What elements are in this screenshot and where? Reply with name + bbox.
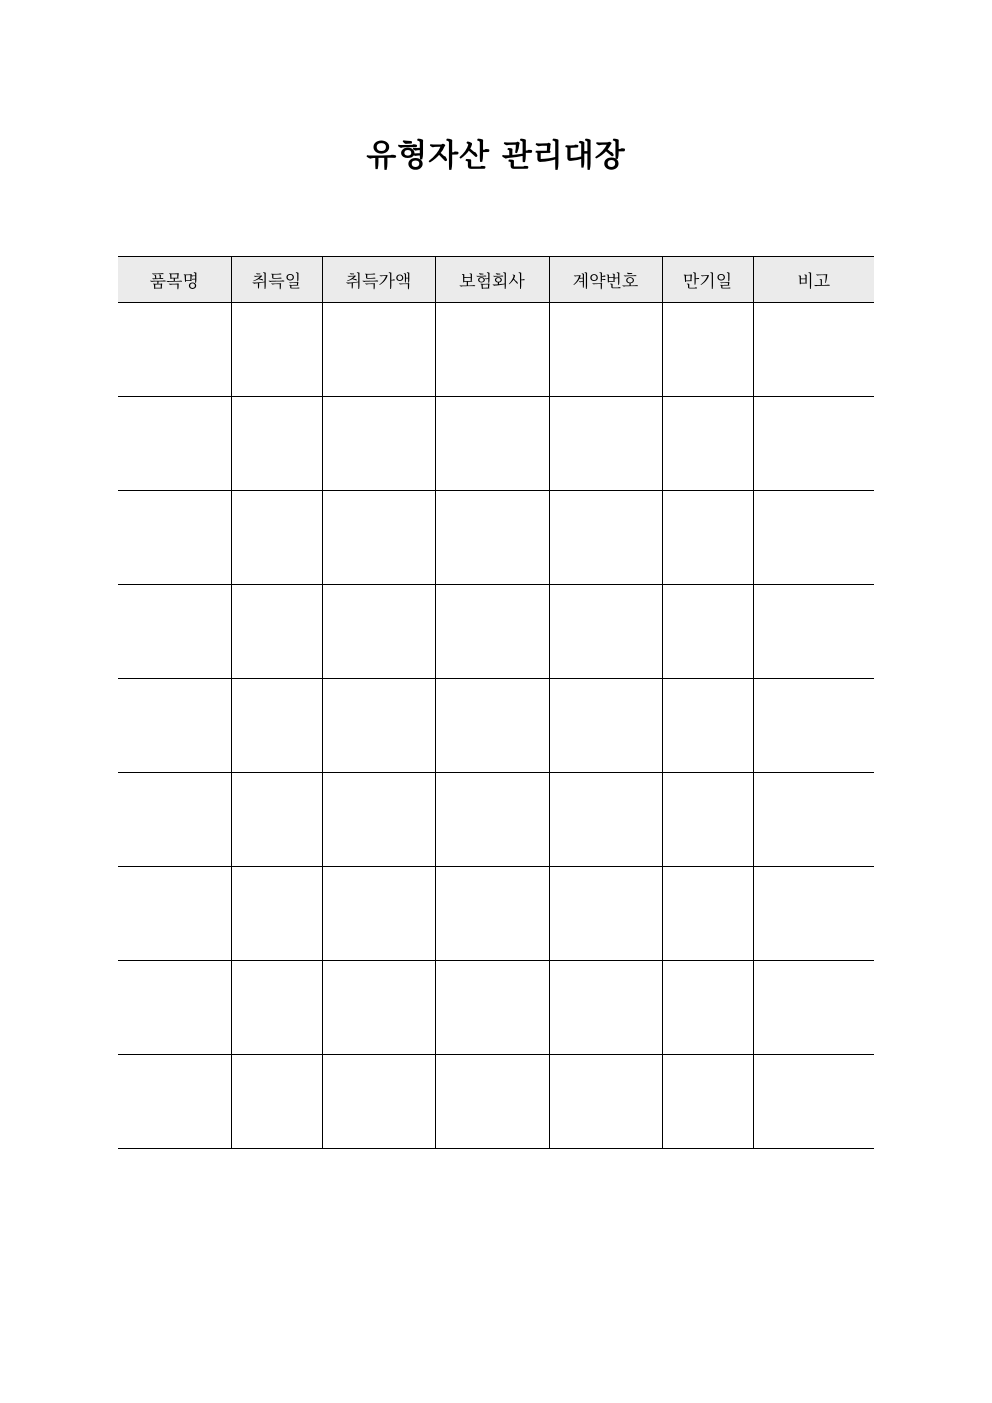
table-cell-contract-number <box>549 679 662 773</box>
table-cell-acquisition-date <box>231 961 322 1055</box>
asset-ledger-table <box>118 256 874 1149</box>
table-cell-expiry-date <box>662 585 753 679</box>
table-cell-item-name <box>118 1055 231 1149</box>
table-row <box>118 679 874 773</box>
table-cell-expiry-date <box>662 1055 753 1149</box>
table-header-row <box>118 257 874 303</box>
column-header-contract-number: 계약번호 <box>549 257 662 303</box>
table-cell-acquisition-date <box>231 397 322 491</box>
column-header-expiry-date: 만기일 <box>662 257 753 303</box>
table-cell-remarks <box>753 585 874 679</box>
table-cell-acquisition-cost <box>322 773 435 867</box>
table-cell-item-name <box>118 773 231 867</box>
table-cell-remarks <box>753 679 874 773</box>
table-cell-expiry-date <box>662 679 753 773</box>
table-cell-insurance-company <box>435 679 549 773</box>
table-cell-item-name <box>118 679 231 773</box>
table-cell-remarks <box>753 303 874 397</box>
table-row <box>118 773 874 867</box>
table-cell-acquisition-date <box>231 585 322 679</box>
table-cell-remarks <box>753 773 874 867</box>
table-cell-acquisition-cost <box>322 585 435 679</box>
column-header-insurance-company: 보험회사 <box>435 257 549 303</box>
table-cell-acquisition-cost <box>322 491 435 585</box>
table-cell-acquisition-date <box>231 679 322 773</box>
table-cell-item-name <box>118 867 231 961</box>
table-cell-item-name <box>118 585 231 679</box>
table-cell-acquisition-date <box>231 303 322 397</box>
table-cell-remarks <box>753 397 874 491</box>
table-cell-insurance-company <box>435 961 549 1055</box>
column-header-remarks: 비고 <box>753 257 874 303</box>
table-cell-insurance-company <box>435 303 549 397</box>
table-cell-acquisition-date <box>231 773 322 867</box>
table-cell-insurance-company <box>435 867 549 961</box>
table-cell-insurance-company <box>435 773 549 867</box>
column-header-acquisition-cost: 취득가액 <box>322 257 435 303</box>
table-body <box>118 303 874 1149</box>
table-cell-contract-number <box>549 303 662 397</box>
table-cell-remarks <box>753 491 874 585</box>
table-cell-contract-number <box>549 773 662 867</box>
table-cell-acquisition-cost <box>322 1055 435 1149</box>
table-cell-expiry-date <box>662 397 753 491</box>
table-cell-acquisition-date <box>231 1055 322 1149</box>
table-cell-acquisition-cost <box>322 867 435 961</box>
table-row <box>118 491 874 585</box>
document-title: 유형자산 관리대장 <box>366 138 626 174</box>
table-cell-item-name <box>118 961 231 1055</box>
table-cell-expiry-date <box>662 961 753 1055</box>
table-cell-contract-number <box>549 1055 662 1149</box>
table-cell-remarks <box>753 1055 874 1149</box>
column-header-item-name: 품목명 <box>118 257 231 303</box>
column-header-acquisition-date: 취득일 <box>231 257 322 303</box>
table-cell-contract-number <box>549 585 662 679</box>
table-row <box>118 1055 874 1149</box>
table-cell-contract-number <box>549 397 662 491</box>
table-row <box>118 397 874 491</box>
table-cell-expiry-date <box>662 773 753 867</box>
table-cell-contract-number <box>549 961 662 1055</box>
table-cell-acquisition-cost <box>322 961 435 1055</box>
table-cell-acquisition-date <box>231 491 322 585</box>
table-cell-insurance-company <box>435 585 549 679</box>
table-cell-acquisition-date <box>231 867 322 961</box>
table-cell-insurance-company <box>435 1055 549 1149</box>
table-row <box>118 961 874 1055</box>
table-row <box>118 867 874 961</box>
table-cell-acquisition-cost <box>322 397 435 491</box>
table-cell-expiry-date <box>662 303 753 397</box>
table-cell-expiry-date <box>662 491 753 585</box>
table-cell-item-name <box>118 303 231 397</box>
table-cell-item-name <box>118 491 231 585</box>
table-cell-acquisition-cost <box>322 679 435 773</box>
table-cell-remarks <box>753 961 874 1055</box>
table-row <box>118 303 874 397</box>
table-cell-insurance-company <box>435 491 549 585</box>
table-cell-remarks <box>753 867 874 961</box>
table-cell-insurance-company <box>435 397 549 491</box>
table-cell-contract-number <box>549 867 662 961</box>
table-cell-acquisition-cost <box>322 303 435 397</box>
table-cell-expiry-date <box>662 867 753 961</box>
table-row <box>118 585 874 679</box>
table-cell-contract-number <box>549 491 662 585</box>
table-cell-item-name <box>118 397 231 491</box>
